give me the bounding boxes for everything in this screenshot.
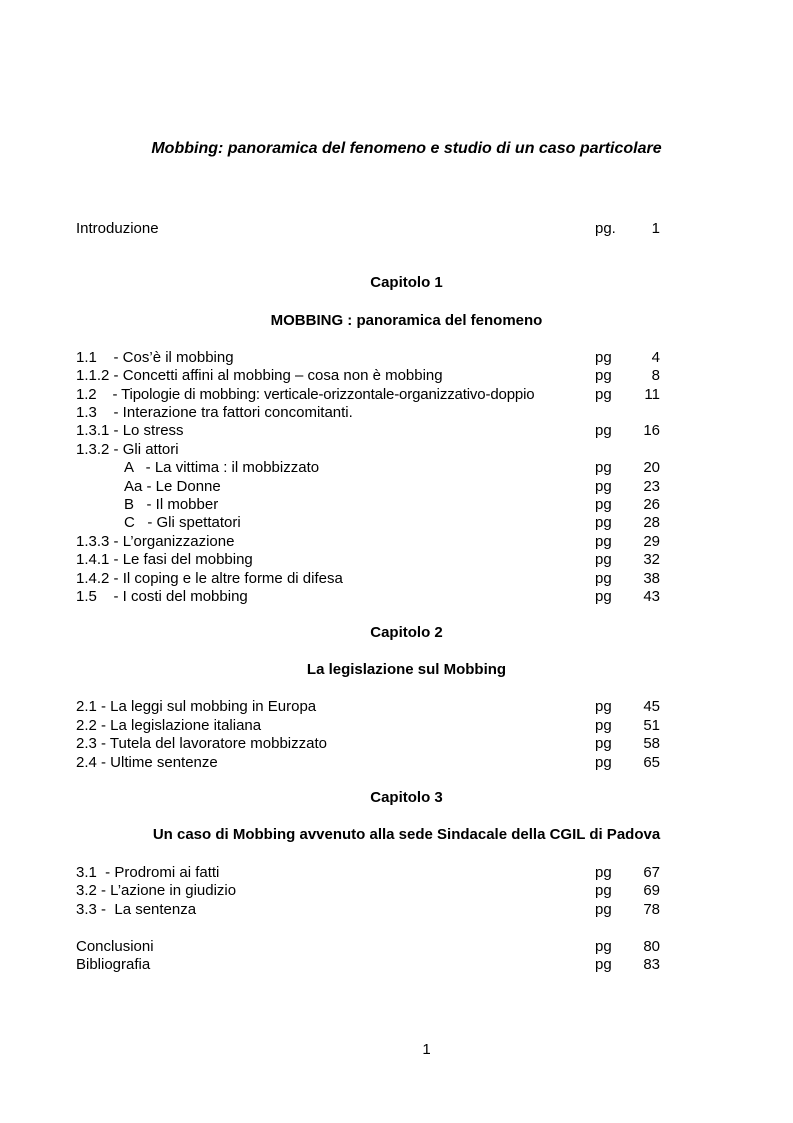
chapter-2-heading: Capitolo 2 bbox=[370, 624, 443, 641]
toc-page-number: 83 bbox=[643, 956, 660, 973]
toc-label: Aa - Le Donne bbox=[124, 478, 221, 495]
toc-entry bbox=[76, 697, 666, 716]
toc-page-number: 51 bbox=[643, 717, 660, 734]
toc-entry bbox=[76, 753, 666, 772]
chapter-1-heading: Capitolo 1 bbox=[370, 274, 443, 291]
toc-label: 1.3.3 - L’organizzazione bbox=[76, 533, 235, 550]
toc-page-abbr: pg. bbox=[595, 220, 616, 237]
toc-label: B - Il mobber bbox=[124, 496, 219, 513]
toc-page-abbr: pg bbox=[595, 478, 612, 495]
toc-page-abbr: pg bbox=[595, 754, 612, 771]
toc-entry bbox=[76, 385, 666, 404]
toc-entry bbox=[76, 366, 666, 385]
toc-page-number: 38 bbox=[643, 570, 660, 587]
toc-label: 1.3.2 - Gli attori bbox=[76, 441, 179, 458]
toc-page-abbr: pg bbox=[595, 735, 612, 752]
toc-entry bbox=[76, 513, 666, 532]
toc-entry bbox=[76, 569, 666, 588]
toc-page-number: 43 bbox=[643, 588, 660, 605]
toc-page-number: 29 bbox=[643, 533, 660, 550]
toc-page-abbr: pg bbox=[595, 422, 612, 439]
toc-page-abbr: pg bbox=[595, 698, 612, 715]
toc-page-abbr: pg bbox=[595, 882, 612, 899]
toc-label: 2.4 - Ultime sentenze bbox=[76, 754, 218, 771]
toc-page-abbr: pg bbox=[595, 901, 612, 918]
toc-entry bbox=[76, 348, 666, 367]
toc-label: 3.1 - Prodromi ai fatti bbox=[76, 864, 220, 881]
toc-label: 3.3 - La sentenza bbox=[76, 901, 197, 918]
toc-entry-introduzione bbox=[76, 219, 666, 238]
toc-entry-bibliografia bbox=[76, 955, 666, 974]
toc-page-number: 67 bbox=[643, 864, 660, 881]
toc-label: 1.2 - Tipologie di mobbing: verticale-orizzontale-organizzativo-doppio bbox=[76, 386, 535, 403]
toc-label: 1.1 - Cos’è il mobbing bbox=[76, 349, 234, 366]
toc-page-abbr: pg bbox=[595, 459, 612, 476]
toc-page-number: 1 bbox=[651, 220, 660, 237]
toc-page-abbr: pg bbox=[595, 551, 612, 568]
page-footer-number: 1 bbox=[422, 1041, 431, 1058]
toc-entry bbox=[76, 863, 666, 882]
toc-label: 1.3 - Interazione tra fattori concomitanti. bbox=[76, 404, 353, 421]
toc-label: A - La vittima : il mobbizzato bbox=[124, 459, 320, 476]
chapter-1-subtitle: MOBBING : panoramica del fenomeno bbox=[270, 312, 543, 329]
toc-page-number: 28 bbox=[643, 514, 660, 531]
toc-page-number: 65 bbox=[643, 754, 660, 771]
toc-page-abbr: pg bbox=[595, 717, 612, 734]
toc-page-abbr: pg bbox=[595, 588, 612, 605]
toc-page-number: 58 bbox=[643, 735, 660, 752]
toc-page-number: 11 bbox=[644, 386, 660, 403]
toc-entry bbox=[76, 881, 666, 900]
toc-label: C - Gli spettatori bbox=[124, 514, 241, 531]
toc-label: 1.5 - I costi del mobbing bbox=[76, 588, 248, 605]
toc-page-number: 45 bbox=[643, 698, 660, 715]
chapter-3-subtitle: Un caso di Mobbing avvenuto alla sede Sindacale della CGIL di Padova bbox=[152, 826, 661, 843]
toc-page-number: 80 bbox=[643, 938, 660, 955]
toc-page-number: 8 bbox=[651, 367, 660, 384]
chapter-3-heading: Capitolo 3 bbox=[370, 789, 443, 806]
toc-page-number: 32 bbox=[643, 551, 660, 568]
toc-entry-conclusioni bbox=[76, 937, 666, 956]
toc-page-abbr: pg bbox=[595, 386, 612, 403]
toc-entry bbox=[76, 477, 666, 496]
toc-label: Conclusioni bbox=[76, 938, 154, 955]
toc-label: 2.2 - La legislazione italiana bbox=[76, 717, 262, 734]
toc-page-abbr: pg bbox=[595, 349, 612, 366]
toc-entry bbox=[76, 440, 666, 459]
toc-page-number: 26 bbox=[643, 496, 660, 513]
toc-page-abbr: pg bbox=[595, 956, 612, 973]
toc-label: Bibliografia bbox=[76, 956, 151, 973]
toc-page-abbr: pg bbox=[595, 533, 612, 550]
toc-entry bbox=[76, 532, 666, 551]
toc-page-abbr: pg bbox=[595, 496, 612, 513]
toc-page-number: 23 bbox=[643, 478, 660, 495]
document-title: Mobbing: panoramica del fenomeno e studio di un caso particolare bbox=[151, 140, 662, 157]
toc-page-number: 16 bbox=[643, 422, 660, 439]
chapter-2-subtitle: La legislazione sul Mobbing bbox=[306, 661, 507, 678]
toc-page-abbr: pg bbox=[595, 938, 612, 955]
toc-label: 1.4.2 - Il coping e le altre forme di difesa bbox=[76, 570, 343, 587]
toc-label: 3.2 - L’azione in giudizio bbox=[76, 882, 237, 899]
toc-entry bbox=[76, 550, 666, 569]
toc-entry bbox=[76, 716, 666, 735]
toc-entry bbox=[76, 587, 666, 606]
toc-page-abbr: pg bbox=[595, 864, 612, 881]
toc-entry bbox=[76, 495, 666, 514]
toc-entry bbox=[76, 458, 666, 477]
toc-page-abbr: pg bbox=[595, 570, 612, 587]
toc-page-number: 69 bbox=[643, 882, 660, 899]
toc-page-abbr: pg bbox=[595, 367, 612, 384]
toc-label: 2.1 - La leggi sul mobbing in Europa bbox=[76, 698, 317, 715]
toc-page-number: 78 bbox=[643, 901, 660, 918]
toc-page-number: 4 bbox=[651, 349, 660, 366]
toc-page-number: 20 bbox=[643, 459, 660, 476]
toc-label: Introduzione bbox=[76, 220, 159, 237]
toc-label: 1.4.1 - Le fasi del mobbing bbox=[76, 551, 253, 568]
toc-label: 1.3.1 - Lo stress bbox=[76, 422, 184, 439]
toc-label: 2.3 - Tutela del lavoratore mobbizzato bbox=[76, 735, 327, 752]
toc-page-abbr: pg bbox=[595, 514, 612, 531]
toc-entry bbox=[76, 734, 666, 753]
toc-entry bbox=[76, 421, 666, 440]
toc-entry bbox=[76, 900, 666, 919]
toc-label: 1.1.2 - Concetti affini al mobbing – cosa non è mobbing bbox=[76, 367, 443, 384]
toc-entry bbox=[76, 403, 666, 422]
